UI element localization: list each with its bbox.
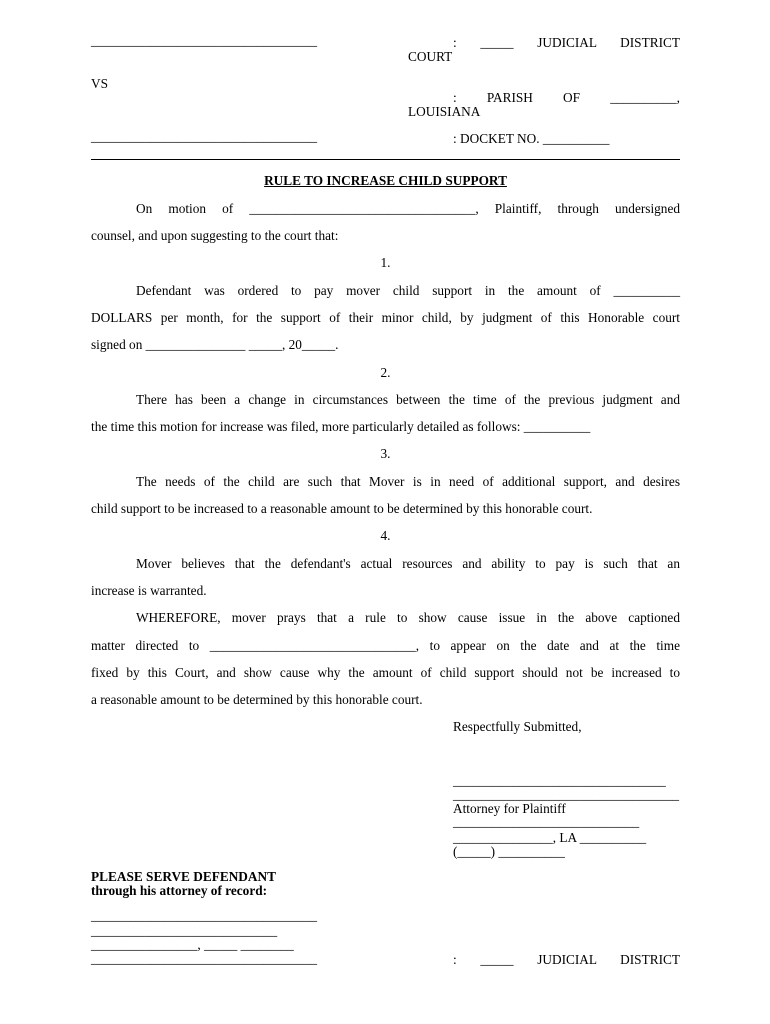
body-line: WHEREFORE, mover prays that a rule to show cause issue in the above captioned — [136, 610, 680, 625]
body-line: fixed by this Court, and show cause why the amount of child support should not be increased to — [91, 665, 680, 680]
caption-court-word: COURT — [408, 49, 453, 64]
address-blank[interactable]: ____________________________ — [453, 814, 640, 829]
caption-defendant-blank[interactable]: __________________________________ — [91, 129, 318, 144]
body-line: matter directed to _______________________________, to appear on the date and at the time — [91, 638, 680, 653]
phone-blank[interactable]: (_____) __________ — [453, 844, 565, 859]
body-line: There has been a change in circumstances between the time of the previous judgment and — [136, 392, 680, 407]
body-line: the time this motion for increase was filed, more particularly detailed as follows: __________ — [91, 419, 591, 434]
caption-court-line: : _____ JUDICIAL DISTRICT — [453, 35, 680, 50]
city-state-blank[interactable]: _______________, LA __________ — [453, 830, 647, 845]
caption-divider — [91, 159, 680, 160]
service-subheading: through his attorney of record: — [91, 883, 268, 898]
body-line: Defendant was ordered to pay mover child support in the amount of __________ — [136, 283, 680, 298]
service-address-blank[interactable]: ____________________________ — [91, 923, 278, 938]
closing-text: Respectfully Submitted, — [453, 719, 582, 734]
caption-parish-line: : PARISH OF __________, — [453, 90, 680, 105]
body-line: increase is warranted. — [91, 583, 207, 598]
body-line: counsel, and upon suggesting to the court that: — [91, 228, 339, 243]
body-line: signed on _______________ _____, 20_____. — [91, 337, 339, 352]
body-line: DOLLARS per month, for the support of their minor child, by judgment of this Honorable court — [91, 310, 680, 325]
document-title: RULE TO INCREASE CHILD SUPPORT — [264, 173, 507, 188]
signature-blank[interactable]: ________________________________ — [453, 773, 666, 788]
service-extra-blank[interactable]: __________________________________ — [91, 951, 318, 966]
service-heading: PLEASE SERVE DEFENDANT — [91, 869, 276, 884]
attorney-role: Attorney for Plaintiff — [453, 801, 566, 816]
body-line: On motion of __________________________________, Plaintiff, through undersigned — [136, 201, 680, 216]
attorney-name-blank[interactable]: __________________________________ — [453, 787, 680, 802]
body-line: The needs of the child are such that Mover is in need of additional support, and desires — [136, 474, 680, 489]
body-line: child support to be increased to a reasonable amount to be determined by this honorable court. — [91, 501, 593, 516]
paragraph-number: 4. — [380, 528, 391, 543]
body-line: a reasonable amount to be determined by this honorable court. — [91, 692, 423, 707]
service-attorney-blank[interactable]: __________________________________ — [91, 908, 318, 923]
body-line: Mover believes that the defendant's actual resources and ability to pay is such that an — [136, 556, 680, 571]
paragraph-number: 3. — [380, 446, 391, 461]
caption-parish-state: LOUISIANA — [408, 104, 481, 119]
service-city-blank[interactable]: ________________, _____ ________ — [91, 937, 294, 952]
caption-vs: VS — [91, 76, 108, 91]
caption-plaintiff-blank[interactable]: __________________________________ — [91, 33, 318, 48]
next-caption-court-line: : _____ JUDICIAL DISTRICT — [453, 952, 680, 967]
paragraph-number: 1. — [380, 255, 391, 270]
paragraph-number: 2. — [380, 365, 391, 380]
caption-docket-number: : DOCKET NO. __________ — [453, 131, 610, 146]
